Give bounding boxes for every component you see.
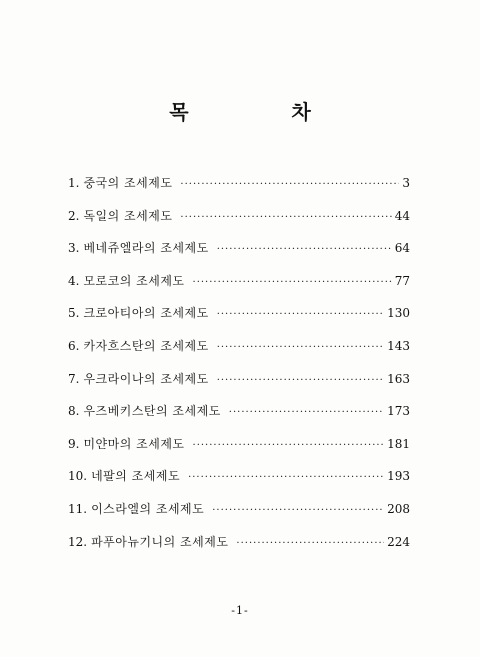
toc-entry-number: 4. <box>68 273 80 288</box>
dot-leader <box>217 342 384 353</box>
dot-leader <box>193 440 385 451</box>
toc-entry-number: 7. <box>68 371 80 386</box>
dot-leader <box>212 505 384 516</box>
dot-leader <box>236 538 384 549</box>
dot-leader <box>217 375 384 386</box>
dot-leader <box>217 309 384 320</box>
toc-entry-page: 143 <box>387 338 410 353</box>
toc-entry-title: 카자흐스탄의 조세제도 <box>83 338 209 353</box>
dot-leader <box>188 472 384 483</box>
toc-entry-number: 8. <box>68 404 80 419</box>
toc-entry-title: 파푸아뉴기니의 조세제도 <box>91 534 229 549</box>
dot-leader <box>193 277 392 288</box>
toc-entry-page: 3 <box>402 176 410 190</box>
toc-entry-title: 독일의 조세제도 <box>83 208 173 223</box>
toc-entry-page: 224 <box>387 534 410 549</box>
toc-entry-page: 208 <box>387 501 410 516</box>
toc-entry <box>68 402 410 435</box>
toc-entry-title: 크로아티아의 조세제도 <box>83 306 209 321</box>
toc-entry-title: 우즈베키스탄의 조세제도 <box>83 404 221 419</box>
dot-leader <box>217 244 392 255</box>
toc-entry-page: 173 <box>387 404 410 419</box>
toc-entry <box>68 239 410 272</box>
toc-entry-number: 2. <box>68 208 80 223</box>
dot-leader <box>180 179 399 190</box>
toc-entry-page: 77 <box>394 273 410 288</box>
toc-entry-number: 9. <box>68 436 80 451</box>
toc-entry <box>68 533 410 566</box>
toc-entry-title: 미얀마의 조세제도 <box>83 436 185 451</box>
toc-entry <box>68 207 410 240</box>
page-title: 목 차 <box>169 100 359 124</box>
toc-entry <box>68 272 410 305</box>
toc-entry-title: 모로코의 조세제도 <box>83 273 185 288</box>
toc-entry-number: 3. <box>68 241 80 256</box>
dot-leader <box>180 212 391 223</box>
toc-entry <box>68 337 410 370</box>
toc-entry-number: 11. <box>68 501 88 516</box>
toc-entry-number: 6. <box>68 338 80 353</box>
toc-entry-page: 181 <box>387 436 410 451</box>
toc-entry-number: 5. <box>68 306 80 321</box>
toc-entry-page: 130 <box>387 306 410 321</box>
toc-entry-title: 네팔의 조세제도 <box>91 469 181 484</box>
toc-entry <box>68 370 410 403</box>
page-number: -1- <box>231 604 249 617</box>
toc-entry-number: 10. <box>68 469 88 484</box>
dot-leader <box>229 407 384 418</box>
toc-entry-title: 이스라엘의 조세제도 <box>91 501 205 516</box>
toc-entry-number: 1. <box>68 176 80 190</box>
toc-entry <box>68 435 410 468</box>
toc-entry-title: 우크라이나의 조세제도 <box>83 371 209 386</box>
toc-entry <box>68 500 410 533</box>
toc-entry-title: 베네쥬엘라의 조세제도 <box>83 241 209 256</box>
toc-entry-number: 12. <box>68 534 88 549</box>
toc-entry-page: 44 <box>394 208 410 223</box>
toc-entry <box>68 304 410 337</box>
table-of-contents <box>68 174 410 565</box>
toc-entry-page: 163 <box>387 371 410 386</box>
toc-entry-page: 64 <box>394 241 410 256</box>
toc-entry <box>68 174 410 207</box>
toc-entry-title: 중국의 조세제도 <box>83 176 173 190</box>
toc-entry <box>68 467 410 500</box>
toc-entry-page: 193 <box>387 469 410 484</box>
